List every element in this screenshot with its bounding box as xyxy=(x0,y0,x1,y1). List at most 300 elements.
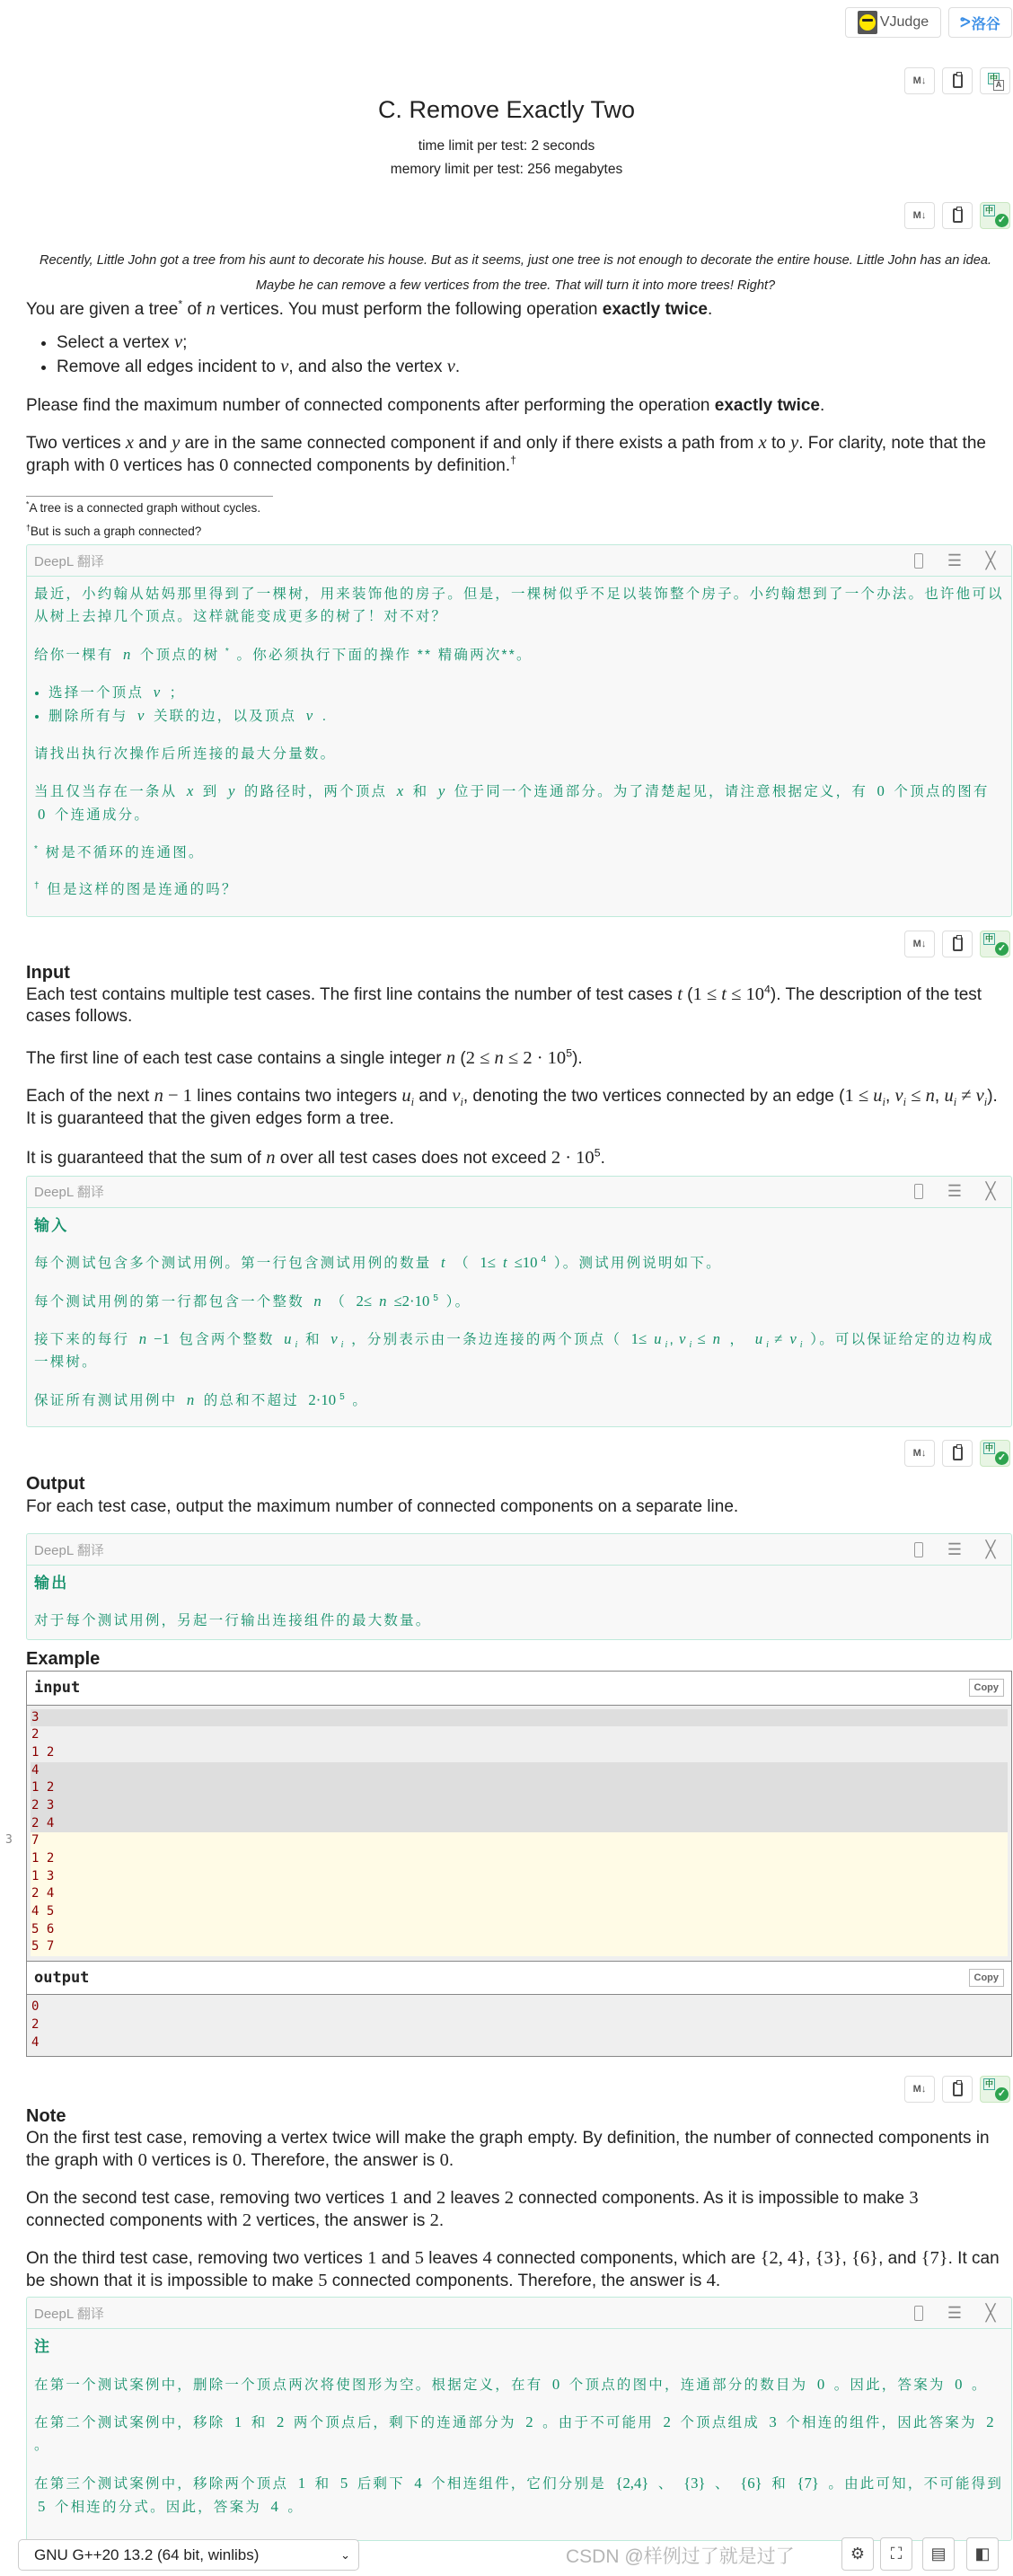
output-paragraph: For each test case, output the maximum number of connected components on a separate line. xyxy=(26,1497,739,1516)
input-paragraph xyxy=(26,1085,1000,1130)
math: −1 xyxy=(154,1330,170,1347)
text: The first line of each test case contains a single integer xyxy=(26,1048,446,1068)
input-paragraph xyxy=(26,1047,1000,1071)
clipboard-icon xyxy=(953,208,963,223)
legend-text: Recently, Little John got a tree from his aunt to decorate his house. But as it seems, just one tree is not enough to decorate the entire house. Little John has an idea. Maybe he can remove a few vertices from the tree. That will turn it into more trees! Right? xyxy=(39,253,992,293)
copy-input-button[interactable]: Copy xyxy=(969,1679,1005,1697)
math: 1 xyxy=(389,2188,399,2209)
text: Select a vertex xyxy=(57,333,174,352)
input-line: 1 2 xyxy=(31,1850,1008,1868)
translation-heading: 注 xyxy=(34,2338,52,2356)
math: 5 xyxy=(318,2271,328,2291)
text: 树是不循环的连通图。 xyxy=(40,844,205,860)
markdown-button[interactable] xyxy=(904,2076,935,2103)
math: t xyxy=(677,984,683,1004)
deepl-translation-output xyxy=(26,1533,1012,1640)
text: 和 xyxy=(407,784,435,799)
math: ≤ xyxy=(906,1086,926,1106)
text: On the first test case, removing a vertex twice will make the graph empty. By definition, the number of connected components in the graph with xyxy=(26,2129,990,2171)
subscript: i xyxy=(340,1340,346,1351)
output-toolbar xyxy=(26,1440,1012,1467)
luogu-logo-icon: ᕗ xyxy=(960,15,971,31)
copy-translation-button[interactable] xyxy=(905,1181,932,1203)
text: （ xyxy=(324,1293,353,1310)
text: ( xyxy=(682,984,693,1004)
input-line: 5 6 xyxy=(31,1921,1008,1939)
clipboard-icon xyxy=(914,2306,923,2321)
format-icon[interactable]: ☰ xyxy=(947,1182,963,1200)
translation-paragraph xyxy=(34,2472,1004,2519)
math: ≠ xyxy=(956,1086,976,1106)
math: n xyxy=(206,299,216,319)
deepl-header xyxy=(27,2298,1011,2329)
text: 。 xyxy=(34,2438,50,2454)
superscript: 5 xyxy=(594,1146,601,1160)
text: connected components. Therefore, the answer is xyxy=(327,2272,707,2291)
math: v xyxy=(305,707,313,724)
math: 2 xyxy=(525,2413,533,2431)
math: 0 xyxy=(137,2150,147,2171)
translate-button[interactable] xyxy=(980,1440,1010,1467)
clipboard-icon xyxy=(953,937,963,951)
translation-paragraph xyxy=(34,1389,1004,1412)
input-content[interactable] xyxy=(27,1706,1011,1962)
translate-button[interactable] xyxy=(980,202,1010,229)
output-line: 2 xyxy=(31,2016,40,2032)
math: 1 xyxy=(367,2248,377,2269)
text: 后剩下 xyxy=(351,2475,411,2492)
math: x xyxy=(125,433,134,453)
text: 。 xyxy=(281,2499,304,2515)
output-line: 4 xyxy=(31,2034,40,2050)
markdown-button[interactable] xyxy=(904,1440,935,1467)
bold-text: exactly twice xyxy=(714,396,821,415)
format-icon[interactable]: ☰ xyxy=(947,551,963,569)
math: n xyxy=(379,1292,387,1310)
math: t xyxy=(502,1254,507,1271)
output-line: 0 xyxy=(31,1999,40,2015)
math: 0 xyxy=(109,455,119,475)
text: Two vertices xyxy=(26,434,126,453)
copy-translation-button[interactable] xyxy=(905,550,932,571)
translation-paragraph xyxy=(34,2411,1004,2457)
subscript: i xyxy=(953,1095,957,1108)
markdown-button[interactable] xyxy=(904,67,935,94)
output-heading: Output xyxy=(26,1474,85,1494)
text: 接下来的每行 xyxy=(34,1332,136,1347)
text: 。因此，答案为 xyxy=(828,2377,952,2393)
math: 2 xyxy=(663,2413,671,2431)
math: 1 ≤ xyxy=(844,1086,874,1106)
text: leaves xyxy=(445,2189,505,2209)
math: y xyxy=(172,433,181,453)
text: 保证所有测试用例中 xyxy=(34,1392,183,1408)
math: {6} xyxy=(740,2474,762,2492)
math: t xyxy=(721,984,727,1004)
text: 个相连组件，它们分别是 xyxy=(425,2475,612,2492)
text: ). The description of the test cases follows. xyxy=(26,984,982,1026)
math: 3 xyxy=(909,2188,919,2209)
bold-text: exactly twice xyxy=(602,300,709,319)
subscript: i xyxy=(903,1095,907,1108)
text: 。 xyxy=(346,1392,369,1408)
translation-item xyxy=(48,704,1004,728)
text: 选择一个顶点 xyxy=(48,685,150,701)
translation-paragraph xyxy=(34,1328,1004,1373)
format-icon[interactable]: ☰ xyxy=(947,1539,963,1558)
math: 2 xyxy=(986,2413,994,2431)
superscript: † xyxy=(510,454,517,467)
deepl-body xyxy=(27,2329,1011,2519)
note-paragraph xyxy=(26,2247,1000,2292)
clipboard-icon xyxy=(914,553,923,569)
math: {3} xyxy=(683,2474,706,2492)
deepl-translation-note xyxy=(26,2297,1012,2541)
close-icon[interactable]: ╳ xyxy=(985,1539,996,1558)
copy-button[interactable] xyxy=(942,67,973,94)
math: v xyxy=(137,707,145,724)
math: y xyxy=(437,782,445,799)
markdown-icon: M↓ xyxy=(912,210,927,221)
copy-button[interactable] xyxy=(942,2076,973,2103)
math: n xyxy=(186,1390,195,1408)
text: . xyxy=(708,300,713,319)
subscript: i xyxy=(766,1340,771,1351)
note-heading: Note xyxy=(26,2106,66,2127)
math: u xyxy=(873,1086,883,1106)
math: 0 xyxy=(232,2150,242,2171)
layout-bottom-button[interactable] xyxy=(922,2537,955,2571)
text: . xyxy=(438,2211,445,2231)
check-icon: ✓ xyxy=(995,1451,1009,1465)
math: u xyxy=(401,1086,411,1106)
output-content[interactable] xyxy=(27,1995,1011,2056)
close-icon[interactable]: ╳ xyxy=(985,1182,996,1200)
math: 2·10 xyxy=(308,1390,337,1408)
text: connected components with xyxy=(26,2211,242,2231)
deepl-translation-statement xyxy=(26,544,1012,917)
text: 删除所有与 xyxy=(48,709,135,724)
markdown-icon: M↓ xyxy=(912,75,927,86)
superscript: * xyxy=(225,646,232,657)
text: On the third test case, removing two vertices xyxy=(26,2249,368,2269)
math: ≤2·10 xyxy=(393,1292,430,1310)
math: n xyxy=(712,1330,721,1347)
math: 1≤ xyxy=(630,1330,647,1347)
text: . It can be shown that it is impossible to make xyxy=(26,2249,1000,2291)
translate-button[interactable] xyxy=(980,67,1010,94)
text: , denoting the two vertices connected by an edge ( xyxy=(462,1087,845,1106)
text: are in the same connected component if and only if there exists a path from xyxy=(180,434,759,453)
text: ）。 xyxy=(440,1293,471,1310)
deepl-label: DeepL 翻译 xyxy=(34,1542,104,1558)
input-line: 1 2 xyxy=(31,1744,55,1760)
math: 0 xyxy=(876,782,885,799)
copy-output-button[interactable]: Copy xyxy=(969,1969,1005,1987)
superscript: 5 xyxy=(566,1046,573,1060)
text: 每个测试用例的第一行都包含一个整数 xyxy=(34,1293,311,1310)
clipboard-icon xyxy=(953,74,963,88)
close-icon[interactable]: ╳ xyxy=(985,551,996,569)
input-header xyxy=(27,1672,1011,1706)
superscript: † xyxy=(34,880,41,891)
math: 3 xyxy=(769,2413,777,2431)
output-label: output xyxy=(34,1969,90,1988)
math: x xyxy=(396,782,404,799)
subscript: i xyxy=(460,1095,463,1108)
text: , xyxy=(806,2249,815,2269)
text: connected components, which are xyxy=(491,2249,761,2269)
language-select[interactable] xyxy=(18,2539,359,2571)
text: ）。可以保证给定的边构成一棵树。 xyxy=(34,1332,994,1370)
math: 4 xyxy=(414,2474,422,2492)
markdown-button[interactable] xyxy=(904,931,935,957)
problem-content xyxy=(5,0,1012,2541)
copy-translation-button[interactable] xyxy=(905,2302,932,2324)
math: y xyxy=(790,433,799,453)
text: 、 xyxy=(652,2475,681,2492)
text: of xyxy=(182,300,207,319)
test-index-label: 3 xyxy=(5,1832,13,1847)
math: 4 xyxy=(482,2248,492,2269)
math: − 1 xyxy=(163,1086,192,1106)
copy-button[interactable] xyxy=(942,931,973,957)
text: ，分别表示由一条边连接的两个顶点（ xyxy=(345,1332,628,1347)
text: and xyxy=(133,434,172,453)
subscript: i xyxy=(410,1095,415,1108)
math: y xyxy=(227,782,235,799)
text: . xyxy=(820,396,825,415)
markdown-button[interactable] xyxy=(904,202,935,229)
settings-button[interactable] xyxy=(841,2537,874,2571)
superscript: * xyxy=(34,843,40,854)
superscript: * xyxy=(26,499,30,509)
text: ). xyxy=(572,1048,583,1068)
input-paragraph xyxy=(26,1147,1000,1170)
math: 2 xyxy=(504,2188,515,2209)
input-line: 2 4 xyxy=(31,1885,1008,1903)
text: and xyxy=(414,1087,453,1106)
math: x xyxy=(186,782,194,799)
layout-side-button[interactable] xyxy=(966,2537,999,2571)
math: {3} xyxy=(815,2248,842,2269)
input-line: 4 xyxy=(31,1762,1008,1780)
superscript: 5 xyxy=(339,1391,347,1402)
math: 2 ≤ xyxy=(465,1047,495,1068)
format-icon[interactable]: ☰ xyxy=(947,2303,963,2322)
math: {2,4} xyxy=(615,2474,649,2492)
note-section xyxy=(26,2105,1000,2292)
math: 1 xyxy=(233,2413,242,2431)
text: 个连通成分。 xyxy=(48,807,151,823)
superscript: 4 xyxy=(541,1254,549,1265)
text: , and xyxy=(878,2249,921,2269)
subscript: i xyxy=(983,1095,988,1108)
deepl-body xyxy=(27,577,1011,901)
subscript: i xyxy=(689,1340,694,1351)
math: 4 xyxy=(270,2497,278,2515)
text: 和 xyxy=(299,1332,328,1347)
input-section xyxy=(26,962,1000,1170)
math: 2 xyxy=(242,2210,252,2231)
text: 。你必须执行下面的操作 ** 精确两次**。 xyxy=(231,647,533,663)
math: v xyxy=(894,1086,903,1106)
translation-item xyxy=(48,681,1004,704)
luogu-label: 洛谷 xyxy=(971,16,1000,32)
text: 每个测试包含多个测试用例。第一行包含测试用例的数量 xyxy=(34,1256,438,1271)
copy-translation-button[interactable] xyxy=(905,1539,932,1560)
text: 包含两个整数 xyxy=(172,1332,281,1347)
statement-paragraph xyxy=(26,298,1000,321)
text: 和 xyxy=(765,2475,794,2492)
math: u xyxy=(944,1086,954,1106)
text: ; xyxy=(182,333,188,352)
text: You are given a tree xyxy=(26,300,179,319)
translate-button[interactable] xyxy=(980,2076,1010,2103)
math: n xyxy=(494,1047,504,1068)
time-limit: time limit per test: 2 seconds xyxy=(418,138,595,154)
copy-button[interactable] xyxy=(942,202,973,229)
footnote xyxy=(26,497,1012,520)
math: 0 xyxy=(439,2150,449,2171)
math: 2 xyxy=(429,2210,439,2231)
example-heading: Example xyxy=(26,1648,101,1669)
math: ≤10 xyxy=(514,1254,538,1271)
clipboard-icon xyxy=(953,2082,963,2096)
math: 0 xyxy=(219,455,229,475)
text: , xyxy=(669,1332,676,1347)
math: v xyxy=(173,332,183,352)
text: 、 xyxy=(709,2475,737,2492)
input-heading: Input xyxy=(26,962,70,983)
deepl-body xyxy=(27,1208,1011,1412)
text: Each test contains multiple test cases. The first line contains the number of test cases xyxy=(26,984,678,1004)
math: v xyxy=(452,1086,461,1106)
math: 1 ≤ xyxy=(692,984,722,1004)
input-line: 2 xyxy=(31,1727,40,1742)
text: . xyxy=(454,357,461,376)
input-paragraph xyxy=(26,984,1000,1028)
check-icon: ✓ xyxy=(995,2087,1009,2101)
math: ≤ xyxy=(697,1330,706,1347)
math: u xyxy=(754,1330,763,1347)
markdown-icon: M↓ xyxy=(912,1448,927,1459)
text: Each of the next xyxy=(26,1087,154,1106)
text: 。由此可知，不可能得到 xyxy=(822,2475,1004,2492)
clipboard-icon xyxy=(914,1542,923,1557)
math: 1≤ xyxy=(480,1254,496,1271)
text: But is such a graph connected? xyxy=(30,525,202,538)
note-toolbar xyxy=(26,2076,1012,2103)
text: and xyxy=(376,2249,415,2269)
superscript: * xyxy=(178,297,183,311)
math: 0 xyxy=(816,2375,825,2393)
math: ≤ 2 · 10 xyxy=(503,1047,567,1068)
operation-item xyxy=(57,355,1000,379)
subscript: i xyxy=(295,1340,300,1351)
subscript: i xyxy=(799,1340,805,1351)
text: . xyxy=(715,2272,721,2291)
text: Remove all edges incident to xyxy=(57,357,281,376)
statement-toolbar xyxy=(26,202,1012,229)
math: 0 xyxy=(551,2375,560,2393)
text: 个顶点的图中，连通部分的数目为 xyxy=(563,2377,814,2393)
title-toolbar xyxy=(26,67,1012,94)
text: , and also the vertex xyxy=(288,357,447,376)
input-toolbar xyxy=(26,931,1012,957)
math: v xyxy=(153,684,161,701)
chevron-down-icon: ⌄ xyxy=(340,2547,350,2562)
text: lines contains two integers xyxy=(191,1087,402,1106)
math: x xyxy=(758,433,767,453)
statement-paragraph xyxy=(26,394,1000,417)
text: ( xyxy=(455,1048,466,1068)
sidebar-icon: ◧ xyxy=(974,2545,991,2563)
superscript: 4 xyxy=(764,983,771,996)
text: 到 xyxy=(197,784,225,799)
text: . Therefore, the answer is xyxy=(242,2151,440,2171)
math: v xyxy=(330,1330,338,1347)
close-icon[interactable]: ╳ xyxy=(985,2303,996,2322)
deepl-label: DeepL 翻译 xyxy=(34,1185,104,1200)
superscript: † xyxy=(26,523,31,533)
note-paragraph xyxy=(26,2187,1000,2232)
translation-paragraph xyxy=(34,878,1004,901)
text: 和 xyxy=(245,2415,274,2431)
text: 给你一棵有 xyxy=(34,647,120,663)
translate-icon xyxy=(988,73,1002,89)
deepl-label: DeepL 翻译 xyxy=(34,2306,104,2322)
math: n xyxy=(138,1330,147,1347)
statement xyxy=(26,298,1000,477)
translate-button[interactable] xyxy=(980,931,1010,957)
input-line: 4 5 xyxy=(31,1903,1008,1921)
math: u xyxy=(284,1330,292,1347)
math: u xyxy=(654,1330,662,1347)
output-header xyxy=(27,1961,1011,1995)
fullscreen-button[interactable] xyxy=(880,2537,912,2571)
deepl-header xyxy=(27,1534,1011,1566)
text: It is guaranteed that the sum of xyxy=(26,1149,267,1168)
math: {2, 4} xyxy=(760,2248,806,2269)
math: 0 xyxy=(955,2375,963,2393)
text: . For clarity, note that the graph with xyxy=(26,434,986,475)
text: vertices is xyxy=(146,2151,233,2171)
operation-item xyxy=(57,331,1000,355)
text: 关联的边，以及顶点 xyxy=(147,709,303,724)
translation-paragraph xyxy=(34,743,1004,765)
math: 0 xyxy=(38,806,46,823)
math: {7} xyxy=(797,2474,819,2492)
text: 个顶点的图有 xyxy=(887,784,990,799)
text: 在第一个测试案例中，删除一个顶点两次将使图形为空。根据定义，在有 xyxy=(34,2377,549,2393)
math: n xyxy=(925,1086,935,1106)
copy-button[interactable] xyxy=(942,1440,973,1467)
math: 5 xyxy=(38,2497,46,2515)
math: t xyxy=(441,1254,445,1271)
text: ； xyxy=(163,685,186,701)
math: n xyxy=(266,1148,276,1168)
translation-heading: 输出 xyxy=(34,1575,69,1592)
markdown-icon: M↓ xyxy=(912,2084,927,2095)
text: 。由于不可能用 xyxy=(536,2415,660,2431)
fullscreen-icon: ⛶ xyxy=(890,2545,903,2563)
input-line: 7 xyxy=(31,1832,1008,1850)
text: 最近，小约翰从姑妈那里得到了一棵树，用来装饰他的房子。但是，一棵树似乎不足以装饰整个房子。小约翰想到了一个办法。也许他可以从树上去掉几个顶点。这样就能变成更多的树了！对不对？ xyxy=(34,587,1004,624)
deepl-body xyxy=(27,1566,1011,1632)
text: 两个顶点后，剩下的连通部分为 xyxy=(287,2415,523,2431)
text: vertices, the answer is xyxy=(251,2211,430,2231)
